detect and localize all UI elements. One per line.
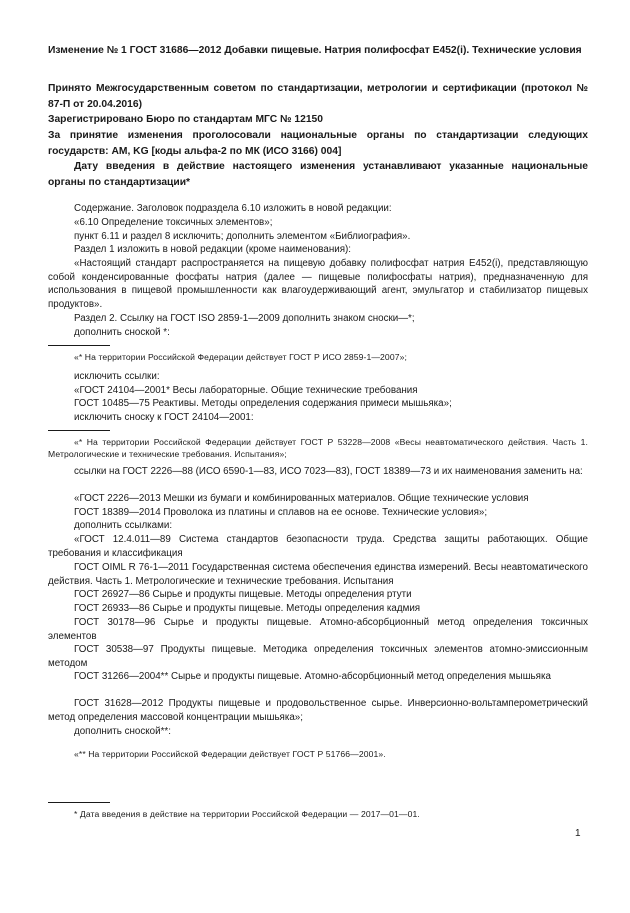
text-line: пункт 6.11 и раздел 8 исключить; дополнить элементом «Библиография». [74, 231, 411, 242]
footnote-rule [48, 345, 110, 346]
text-paragraph: ГОСТ 30178—96 Сырье и продукты пищевые. Атомно-абсорбционный метод определения токсичных элементов [48, 617, 588, 642]
inline-footnote: «* На территории Российской Федерации действует ГОСТ Р ИСО 2859-1—2007»; [74, 352, 407, 362]
text-line: «ГОСТ 24104—2001* Весы лабораторные. Общие технические требования [74, 385, 418, 396]
text-line: Раздел 1 изложить в новой редакции (кроме наименования): [74, 244, 352, 255]
page-footnote-rule [48, 802, 110, 803]
text-line: ГОСТ 26933—86 Сырье и продукты пищевые. Методы определения кадмия [74, 603, 421, 614]
page-footnote: * Дата введения в действие на территории Российской Федерации — 2017—01—01. [74, 809, 420, 819]
adopted-by: Принято Межгосударственным советом по стандартизации, метрологии и сертификации (протокол № 87-П от 20.04.2016) [48, 83, 588, 110]
text-line: «6.10 Определение токсичных элементов»; [74, 217, 273, 228]
text-paragraph: ГОСТ OIML R 76-1—2011 Государственная система обеспечения единства измерений. Весы неавтоматического действия. Часть 1. Метрологические и технические требования. Испытания [48, 562, 588, 587]
footnote-rule [48, 430, 110, 431]
text-line: ГОСТ 10485—75 Реактивы. Методы определения содержания примеси мышьяка»; [74, 398, 452, 409]
page-number: 1 [575, 828, 581, 839]
text-line: дополнить сноской**: [74, 726, 171, 737]
change-title: Изменение № 1 ГОСТ 31686—2012 Добавки пищевые. Натрия полифосфат Е452(i). Технические условия [48, 45, 582, 56]
text-line: Содержание. Заголовок подраздела 6.10 изложить в новой редакции: [74, 203, 392, 214]
text-paragraph: «ГОСТ 12.4.011—89 Система стандартов безопасности труда. Средства защиты работающих. Общие требования и классификация [48, 534, 588, 559]
text-line: ГОСТ 18389—2014 Проволока из платины и сплавов на ее основе. Технические условия»; [74, 507, 488, 518]
text-line: исключить сноску к ГОСТ 24104—2001: [74, 412, 254, 423]
text-line: «ГОСТ 2226—2013 Мешки из бумаги и комбинированных материалов. Общие технические условия [74, 493, 529, 504]
text-paragraph: ГОСТ 30538—97 Продукты пищевые. Методика определения токсичных элементов атомно-эмиссионным методом [48, 644, 588, 669]
text-line: исключить ссылки: [74, 371, 160, 382]
text-line: ГОСТ 26927—86 Сырье и продукты пищевые. Методы определения ртути [74, 589, 412, 600]
registration: Зарегистрировано Бюро по стандартам МГС № 12150 [48, 114, 324, 125]
inline-footnote: «** На территории Российской Федерации действует ГОСТ Р 51766—2001». [74, 749, 386, 759]
effective-date-note: Дату введения в действие настоящего изменения устанавливают указанные национальные органы по стандартизации* [48, 161, 588, 188]
text-line: дополнить ссылками: [74, 520, 173, 531]
voting-states: За принятие изменения проголосовали национальные органы по стандартизации следующих государств: AM, KG [коды альфа-2 по МК (ИСО 3166) 004] [48, 130, 588, 157]
text-paragraph: «Настоящий стандарт распространяется на пищевую добавку полифосфат натрия Е452(i), представляющую собой конденсированные фосфаты натрия (далее — пищевые полифосфаты натрия), предназначенную для использования в пищевой промышленности как влагоудерживающий агент, эмульгатор и стабилизатор пищевых продуктов». [48, 258, 588, 310]
text-paragraph: ссылки на ГОСТ 2226—88 (ИСО 6590-1—83, ИСО 7023—83), ГОСТ 18389—73 и их наименования заменить на: [74, 466, 583, 477]
text-paragraph: ГОСТ 31628—2012 Продукты пищевые и продовольственное сырье. Инверсионно-вольтамперометрический метод определения массовой концентрации мышьяка»; [48, 698, 588, 723]
text-line: дополнить сноской *: [74, 327, 170, 338]
text-paragraph: ГОСТ 31266—2004** Сырье и продукты пищевые. Атомно-абсорбционный метод определения мышьяка [74, 671, 551, 682]
text-line: Раздел 2. Ссылку на ГОСТ ISO 2859-1—2009 дополнить знаком сноски—*; [74, 313, 415, 324]
inline-footnote: «* На территории Российской Федерации действует ГОСТ Р 53228—2008 «Весы неавтоматического действия. Часть 1. Метрологические и технические требования. Испытания»; [48, 437, 588, 459]
